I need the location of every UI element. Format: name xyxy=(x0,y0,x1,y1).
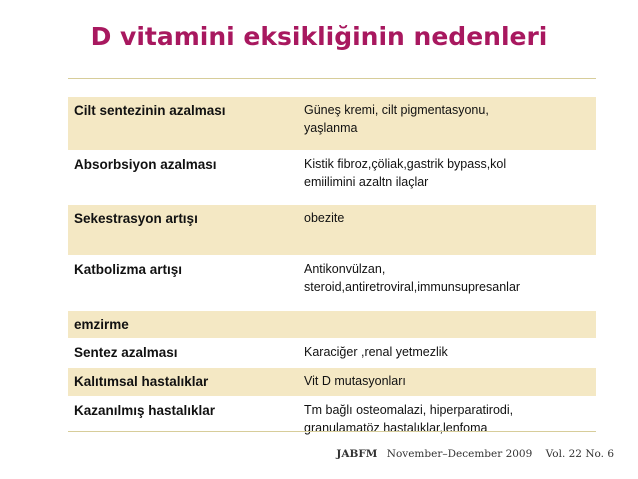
example-cell xyxy=(298,97,596,151)
page-title: D vitamini eksikliğinin nedenleri xyxy=(90,22,548,51)
example-cell xyxy=(298,368,596,397)
table-row xyxy=(68,397,596,450)
table-row xyxy=(68,205,596,256)
table-row xyxy=(68,339,596,368)
example-cell xyxy=(298,311,596,339)
cause-cell: Sekestrasyon artışı xyxy=(68,205,298,256)
example-line: emiilimini azaltn ilaçlar xyxy=(304,175,429,189)
cause-cell: Absorbsiyon azalması xyxy=(68,151,298,205)
cause-cell: Katbolizma artışı xyxy=(68,256,298,311)
bottom-divider xyxy=(68,431,596,432)
table-row xyxy=(68,311,596,339)
example-cell xyxy=(298,256,596,311)
cause-cell: Kalıtımsal hastalıklar xyxy=(68,368,298,397)
example-line: Vit D mutasyonları xyxy=(304,374,406,388)
citation-issue: November–December 2009 xyxy=(386,448,533,460)
citation-journal: JABFM xyxy=(336,448,378,460)
causes-table xyxy=(68,97,596,450)
table-row xyxy=(68,151,596,205)
example-line: Güneş kremi, cilt pigmentasyonu, xyxy=(304,103,489,117)
cause-cell: emzirme xyxy=(68,311,298,339)
table-row xyxy=(68,256,596,311)
example-line: obezite xyxy=(304,211,345,225)
example-cell xyxy=(298,339,596,368)
cause-cell: Sentez azalması xyxy=(68,339,298,368)
example-line: Antikonvülzan, xyxy=(304,262,386,276)
example-line: steroid,antiretroviral,immunsupresanlar xyxy=(304,280,521,294)
table-row xyxy=(68,97,596,151)
table-row xyxy=(68,368,596,397)
example-cell xyxy=(298,151,596,205)
citation-volume: Vol. 22 No. 6 xyxy=(545,448,614,460)
example-cell xyxy=(298,205,596,256)
title-divider xyxy=(68,78,596,79)
example-line: Tm bağlı osteomalazi, hiperparatirodi, xyxy=(304,403,514,417)
example-line: Kistik fibroz,çöliak,gastrik bypass,kol xyxy=(304,157,507,171)
example-line: yaşlanma xyxy=(304,121,358,135)
citation xyxy=(336,448,614,460)
example-line: granulamatöz hastalıklar,lenfoma xyxy=(304,421,488,435)
example-line: Karaciğer ,renal yetmezlik xyxy=(304,345,448,359)
cause-cell: Kazanılmış hastalıklar xyxy=(68,397,298,450)
cause-cell: Cilt sentezinin azalması xyxy=(68,97,298,151)
example-cell xyxy=(298,397,596,450)
